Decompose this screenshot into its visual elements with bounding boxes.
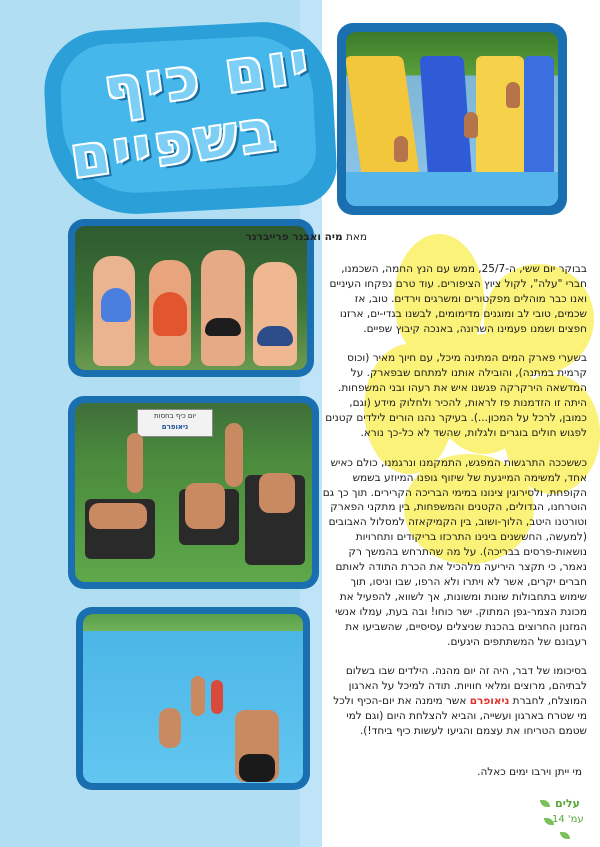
article-signoff: מי ייתן וירבו ימים כאלה. bbox=[477, 766, 582, 778]
swimsuit bbox=[101, 288, 131, 322]
footer-brand: עלים bbox=[555, 797, 580, 810]
pool-image bbox=[83, 614, 303, 783]
sponsor-sign-line-2: ניאופרם bbox=[161, 423, 189, 431]
splash-pool bbox=[346, 172, 558, 206]
child-figure bbox=[159, 708, 181, 748]
photo-pool bbox=[76, 607, 310, 790]
article-paragraph-3: כששככה התרגשות המפגש, התמקמנו ונרגמנו, כולם כאיש אחד, למשימה המייגעת של שיזוף גופנו המיוזע בשמש הקופחת, ולסירוגין צינונו במימי הבריכה הקרירים. תוך כך גם הוטרחנו, הגדולים, הקטנים והמשפחות, בין מתקני הפארק וטורטנו היטב, הלוך-ושוב, בין הקמיקאזה למסלול האבובים (למעשה, החששנים בינינו התרכזו בריקודים ותחרויות נושאות-פרסים בבריכה). על מה שהתרחש בהמשך רק נאמר, כי תקצר היריעה מלהכיל את הכרת התודה לאותם חברים יקרים, אשר לא ויתרו ולא הרפו, שבו וניסו, תוך שימוש בתחבולות שונות ומשונות, אך לשווא, להפעיל את מכונת הצמר-גפן המתוק. ישר כוחו! ובה בעת, עמלו אנשי המזנון החרוצים בהכנת שניצלים עסיסיים, שהשביעו את רעבונם של המשתתפים היגעים. bbox=[322, 456, 587, 648]
child-figure bbox=[394, 136, 408, 162]
person-figure bbox=[259, 473, 295, 513]
person-figure bbox=[185, 483, 225, 529]
child-figure bbox=[506, 82, 520, 108]
child-figure bbox=[253, 262, 297, 366]
person-figure bbox=[89, 503, 147, 529]
child-figure bbox=[191, 676, 205, 716]
child-figure bbox=[464, 112, 478, 138]
sponsor-sign-line-1: יום כיף בחסות bbox=[154, 412, 196, 420]
child-figure bbox=[211, 680, 223, 714]
waterslide-image bbox=[346, 32, 558, 206]
article-paragraph-4-part-1: בסיכומו של דבר, היה זה יום מהנה. הילדים שבו בשלום לבתיהם, מרוצים ומלאי חוויות. תודה למיכל על הארגון המוצלח, לחברת bbox=[345, 665, 587, 708]
photo-waterslide bbox=[337, 23, 567, 215]
sponsor-brand-highlight: ניאופרם bbox=[469, 695, 510, 708]
swimsuit bbox=[257, 326, 293, 346]
swimsuit bbox=[153, 292, 187, 336]
lawn-image bbox=[75, 403, 312, 582]
person-figure bbox=[127, 433, 143, 493]
page-title-line-1: יום כיף bbox=[100, 29, 316, 124]
kids-image bbox=[75, 226, 307, 370]
swimsuit bbox=[205, 318, 241, 336]
page-title-line-2: בשפיים bbox=[66, 97, 283, 192]
sponsor-sign bbox=[137, 409, 213, 437]
article-paragraph-4-part-2: אשר מימנה את יום-הכיף ולכל מי שטרח בארגון ועשייה, והביא להצלחת היום (וגם למי שטמם הטריחו את עצמם והגיעו לעשות כיף ביחד!). bbox=[333, 695, 587, 738]
person-figure bbox=[225, 423, 243, 487]
swimsuit bbox=[239, 754, 275, 782]
photo-lawn bbox=[68, 396, 319, 589]
byline-authors: מיה ואבנר פרייברגר bbox=[245, 231, 343, 243]
article-paragraph-2: בשערי פארק המים המתינה מיכל, עם חיוך מאיר (וכוס קרמית במתנה), והובילה אותנו למתחם שבפארק. על המדשאה הירקרקה פגשנו איש את רעהו ובני המשפחות. היתה זו הזדמנות פז לראות, להכיר ולחלוק מידע (וגם, כמובן, לרכל על המכון...). בעיקר נהנו הורים לילדים קטנים לפגוש חולים בוגרים ולגלות, שהשד לא כל-כך נורא. bbox=[325, 352, 587, 439]
byline-prefix: מאת bbox=[345, 231, 367, 243]
article-paragraph-1: בבוקר יום ששי, ה-25/7, ממש עם הנץ החמה, השכמנו, חברי "עלה", לקול ציוץ הציפורים. עוד טרם נפקחו העיניים ואנו כבר מוהלים מפקטורים ומשרגים וירדים. טוב, אז שכמים, טובי לב ומוגנים מדימומים, לבשנו בגדי-ים, ארזנו חפצים ושמנו פעמינו השרונה, באנכה קיבוץ שפיים. bbox=[329, 263, 587, 335]
byline bbox=[187, 231, 367, 243]
leaf-icon bbox=[540, 800, 550, 807]
article-body bbox=[322, 262, 587, 782]
footer-page-number: עמ' 14 bbox=[552, 814, 584, 825]
article-paragraph-4 bbox=[322, 664, 587, 739]
child-figure bbox=[201, 250, 245, 366]
leaf-icon bbox=[560, 832, 570, 839]
